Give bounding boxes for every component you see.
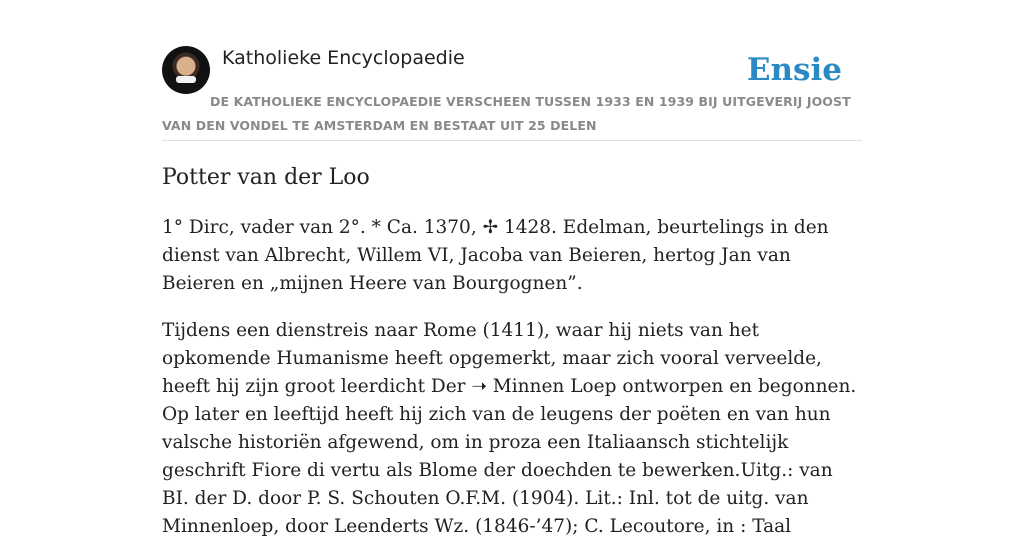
article-paragraph-1: 1° Dirc, vader van 2°. * Ca. 1370, ✢ 1428. Edelman, beurtelings in den dienst van Albrecht, Willem VI, Jacoba van Beieren, hertog Jan van Beieren en „mijnen Heere van Bourgognen”. [162,217,829,294]
brand-logo[interactable]: Ensie [746,52,842,88]
article [162,162,862,560]
site-avatar[interactable] [162,46,210,94]
site-tagline: DE KATHOLIEKE ENCYCLOPAEDIE VERSCHEEN TUSSEN 1933 EN 1939 BIJ UITGEVERIJ JOOST VAN DEN VONDEL TE AMSTERDAM EN BESTAAT UIT 25 DELEN [162,94,851,133]
avatar-collar [176,76,196,83]
article-paragraph-2: Tijdens een dienstreis naar Rome (1411), waar hij niets van het opkomende Humanisme heeft opgemerkt, maar zich vooral verveelde, heeft hij zijn groot leerdicht Der ➝ Minnen Loep ontworpen en begonnen. Op later en leeftijd heeft hij zich van de leugens der poëten en van hun valsche historiën afgewend, om in proza een Italiaansch stichtelijk geschrift Fiore di vertu als Blome der doechden te bewerken.Uitg.: van BI. der D. door P. S. Schouten O.F.M. (1904). Lit.: Inl. tot de uitg. van Minnenloep, door Leenderts Wz. (1846-’47); C. Lecoutore, in : Taal [162,320,857,537]
article-title: Potter van der Loo [162,165,370,190]
site-title[interactable]: Katholieke Encyclopaedie [222,47,465,69]
site-header [162,46,862,141]
